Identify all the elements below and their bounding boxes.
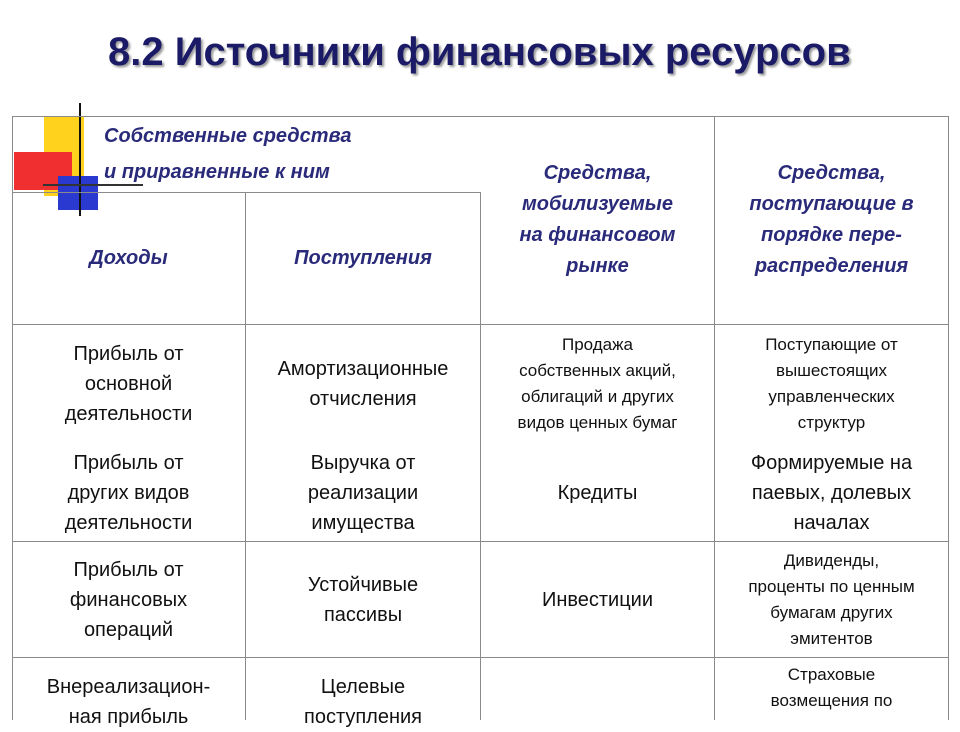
header-receipts: Поступления: [294, 247, 432, 269]
table-cell: Прибыль от других видов деятельности: [64, 452, 193, 534]
header-own-funds: Собственные средства и приравненные к ним: [104, 125, 352, 183]
table-cell: Продажа собственных акций, облигаций и других видов ценных бумаг: [517, 335, 678, 432]
header-income: Доходы: [89, 247, 168, 269]
table-cell: Устойчивые пассивы: [307, 573, 419, 626]
table-border-right: [948, 116, 949, 720]
table-cell: Дивиденды, проценты по ценным бумагам других эмитентов: [748, 550, 915, 648]
table-cell: Инвестиции: [541, 588, 654, 611]
table-cell: Амортизационные отчисления: [277, 358, 449, 410]
table-cell: Целевые поступления: [303, 676, 422, 728]
table-cell: Кредиты: [557, 482, 638, 504]
page-title: 8.2 Источники финансовых ресурсов: [108, 30, 851, 74]
table-cell: Прибыль от финансовых операций: [69, 558, 188, 641]
table-cell: Выручка от реализации имущества: [307, 452, 419, 534]
table-border-top: [12, 116, 949, 117]
table-cell: Прибыль от основной деятельности: [64, 343, 193, 425]
table-cell: Формируемые на паевых, долевых началах: [750, 452, 913, 534]
table-cell: Страховые возмещения по: [770, 665, 893, 710]
table-cell: Поступающие от вышестоящих управленческих структур: [765, 335, 898, 432]
header-financial-market: Средства, мобилизуемые на финансовом рынке: [519, 162, 676, 277]
table-cell: [481, 672, 714, 720]
table-cell: Внереализацион- ная прибыль: [46, 676, 211, 728]
header-redistribution: Средства, поступающие в порядке пере- распределения: [749, 162, 914, 277]
